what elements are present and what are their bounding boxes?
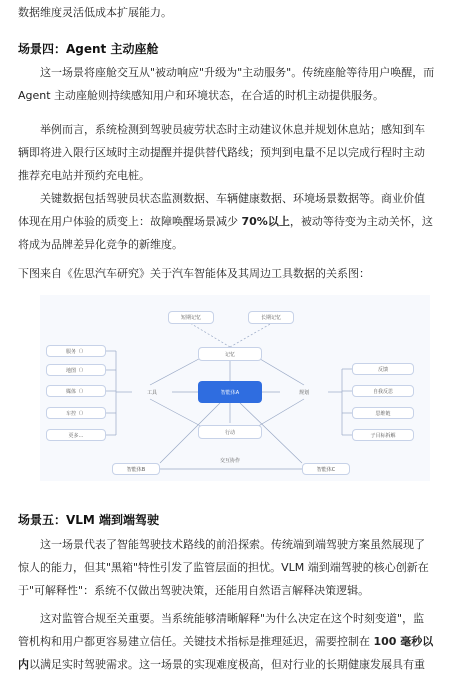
node-memory: 记忆: [198, 347, 262, 361]
s4-p3-line2-c: ，被动等待变为主动关怀，这: [289, 215, 433, 228]
s4-p2-line2: 辆即将进入限行区域时主动提醒并提供替代路线；预判到电量不足以完成行程时主动: [18, 146, 425, 159]
label-collaboration: 交互协作: [219, 457, 240, 464]
s4-p2-line1: 举例而言，系统检测到驾驶员疲劳状态时主动建议休息并规划休息站；感知到车: [40, 123, 425, 136]
top-line: 数据维度灵活低成本扩展能力。: [18, 6, 172, 19]
node-agent-b: 智能体B: [112, 463, 160, 475]
s5-p2-line3: [18, 658, 425, 672]
s5-p1-line1: 这一场景代表了智能驾驶技术路线的前沿探索。传统端到端驾驶方案虽然展现了: [40, 538, 425, 551]
s5-p2-line1: 这对监管合规至关重要。当系统能够清晰解释"为什么决定在这个时刻变道"，监: [40, 612, 425, 625]
node-short-term-memory: 短期记忆: [168, 311, 214, 324]
s4-p3-line2-a: 体现在用户体验的质变上：故障唤醒场景减少: [18, 215, 242, 228]
section5-heading: 场景五：VLM 端到端驾驶: [18, 513, 160, 527]
s5-p2-line2-bold: 100 毫秒以: [373, 635, 434, 648]
s4-p2-line3: 推荐充电站并预约充电桩。: [18, 169, 150, 182]
right-item: 思维链: [352, 407, 414, 419]
s4-p3-line1: 关键数据包括驾驶员状态监测数据、车辆健康数据、环境场景数据等。商业价值: [40, 192, 425, 205]
right-item: 自我反思: [352, 385, 414, 397]
left-item: 车控（）: [46, 407, 106, 419]
node-action: 行动: [198, 425, 262, 439]
s5-p1-line2: 惊人的能力，但其"黑箱"特性引发了监管层面的担忧。VLM 端到端驾驶的核心创新在: [18, 561, 429, 574]
node-tools: 工具: [146, 389, 157, 396]
s4-p3-line2: [18, 215, 433, 229]
s4-p1-line2: Agent 主动座舱则持续感知用户和环境状态，在合适的时机主动提供服务。: [18, 89, 385, 102]
node-long-term-memory: 长期记忆: [248, 311, 294, 324]
s5-p1-line3: 于"可解释性"：系统不仅做出驾驶决策，还能用自然语言解释决策逻辑。: [18, 584, 370, 597]
left-item: 更多…: [46, 429, 106, 441]
figure-intro: 下图来自《佐思汽车研究》关于汽车智能体及其周边工具数据的关系图：: [18, 267, 370, 280]
section4-heading: 场景四：Agent 主动座舱: [18, 42, 159, 56]
node-agent-a: 智能体A: [198, 381, 262, 403]
right-item: 反馈: [352, 363, 414, 375]
s4-p3-line2-bold: 70%以上: [241, 215, 290, 228]
agent-diagram: [40, 295, 430, 481]
node-agent-c: 智能体C: [302, 463, 350, 475]
s5-p2-line3-bold: 内: [18, 658, 29, 671]
s4-p3-line3: 将成为品牌差异化竞争的新维度。: [18, 238, 183, 251]
left-item: 媒体（）: [46, 385, 106, 397]
left-item: 地图（）: [46, 364, 106, 376]
s5-p2-line3-b: 以满足实时驾驶需求。这一场景的实现难度极高，但对行业的长期健康发展具有重: [29, 658, 425, 671]
s5-p2-line2-a: 管机构和用户都更容易建立信任。关键技术指标是推理延迟，需要控制在: [18, 635, 374, 648]
s5-p2-line2: [18, 635, 433, 649]
s4-p1-line1: 这一场景将座舱交互从"被动响应"升级为"主动服务"。传统座舱等待用户唤醒，而: [40, 66, 435, 79]
node-planning: 规划: [298, 389, 309, 396]
right-item: 子目标拆解: [352, 429, 414, 441]
left-item: 服务（）: [46, 345, 106, 357]
